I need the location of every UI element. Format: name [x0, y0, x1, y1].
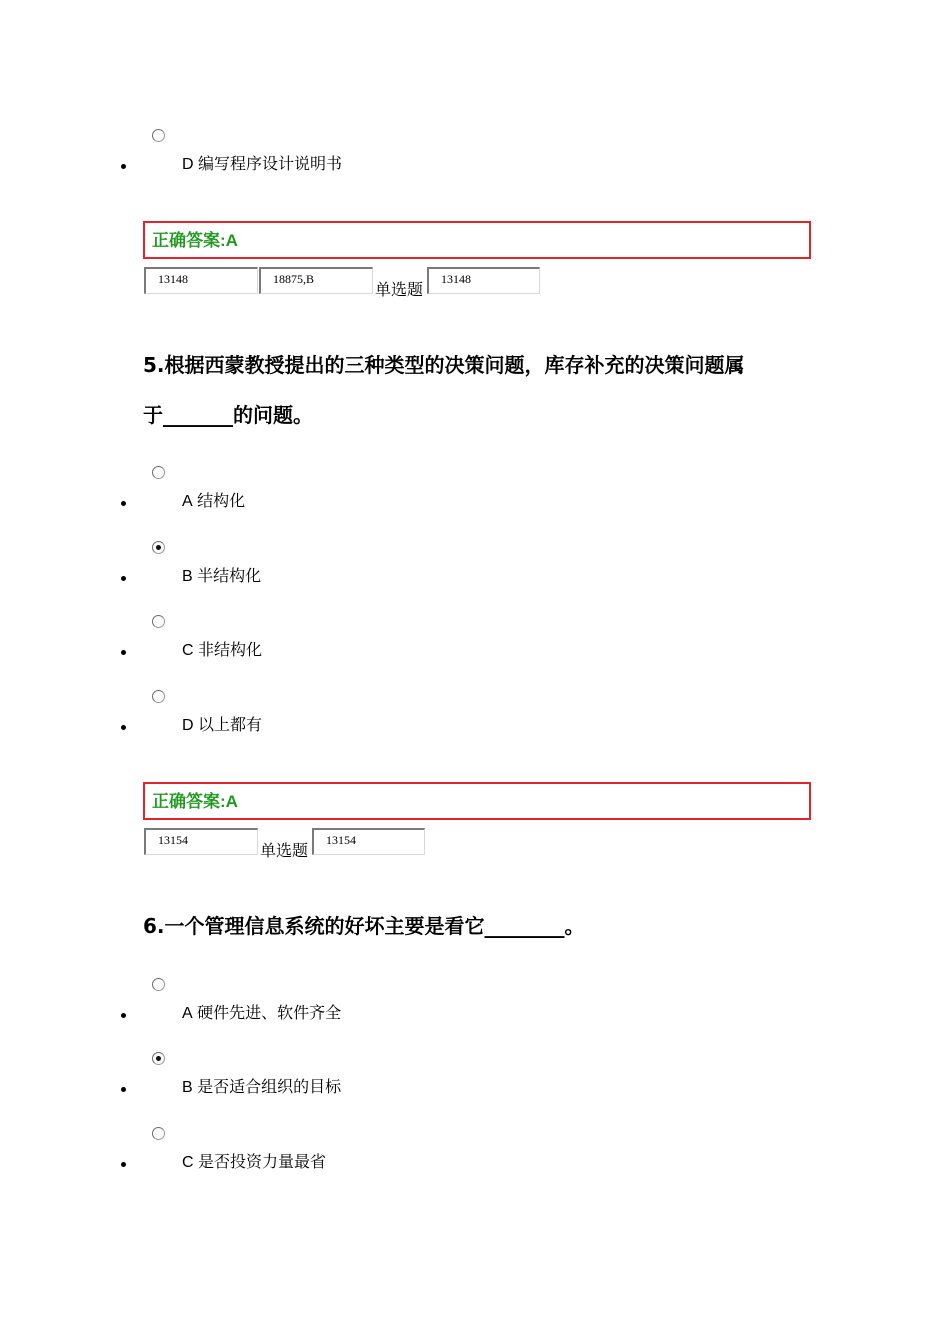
- answer-field[interactable]: 18875,B: [259, 267, 373, 294]
- option-text: 非结构化: [198, 642, 263, 659]
- option-text: 是否适合组织的目标: [197, 1079, 342, 1096]
- question-text-line-1: 6.一个管理信息系统的好坏主要是看它________。: [143, 914, 585, 938]
- option-radio[interactable]: [152, 466, 165, 479]
- option-radio-selected[interactable]: [152, 1052, 165, 1065]
- option-label: [182, 1078, 341, 1098]
- option-letter: A: [182, 493, 193, 510]
- option-radio[interactable]: [152, 1127, 165, 1140]
- option-label: [182, 641, 262, 661]
- option-letter: B: [182, 1079, 193, 1096]
- option-label: [182, 1153, 326, 1173]
- list-bullet: [121, 164, 126, 169]
- question-type-label: 单选题: [260, 841, 309, 860]
- correct-answer-text: 正确答案:A: [152, 792, 238, 811]
- question-text-line-1: 5.根据西蒙教授提出的三种类型的决策问题，库存补充的决策问题属: [143, 353, 745, 377]
- list-bullet: [121, 650, 126, 655]
- list-bullet: [121, 501, 126, 506]
- correct-answer-text: 正确答案:A: [152, 231, 238, 250]
- list-bullet: [121, 725, 126, 730]
- option-letter: A: [182, 1005, 193, 1022]
- option-text: 以上都有: [198, 717, 263, 734]
- answer-field[interactable]: 13148: [144, 267, 258, 294]
- option-radio-selected[interactable]: [152, 541, 165, 554]
- option-text: 编写程序设计说明书: [198, 156, 343, 173]
- option-label: [182, 155, 342, 175]
- answer-field[interactable]: 13148: [427, 267, 540, 294]
- option-letter: B: [182, 568, 193, 585]
- option-text: 结构化: [197, 493, 246, 510]
- option-radio[interactable]: [152, 615, 165, 628]
- answer-field[interactable]: 13154: [144, 828, 258, 855]
- option-letter: D: [182, 717, 194, 734]
- option-radio[interactable]: [152, 978, 165, 991]
- question-text-line-2: 于_______的问题。: [143, 403, 313, 427]
- correct-answer-box: [143, 782, 811, 820]
- option-radio[interactable]: [152, 129, 165, 142]
- option-radio[interactable]: [152, 690, 165, 703]
- option-label: [182, 1004, 341, 1024]
- option-label: [182, 567, 261, 587]
- list-bullet: [121, 1162, 126, 1167]
- answer-field[interactable]: 13154: [312, 828, 425, 855]
- option-letter: D: [182, 156, 194, 173]
- correct-answer-box: [143, 221, 811, 259]
- option-letter: C: [182, 642, 194, 659]
- list-bullet: [121, 1013, 126, 1018]
- option-label: [182, 716, 262, 736]
- list-bullet: [121, 576, 126, 581]
- option-text: 硬件先进、软件齐全: [197, 1005, 342, 1022]
- option-text: 半结构化: [197, 568, 262, 585]
- question-type-label: 单选题: [375, 280, 424, 299]
- option-letter: C: [182, 1154, 194, 1171]
- option-label: [182, 492, 245, 512]
- option-text: 是否投资力量最省: [198, 1154, 327, 1171]
- list-bullet: [121, 1087, 126, 1092]
